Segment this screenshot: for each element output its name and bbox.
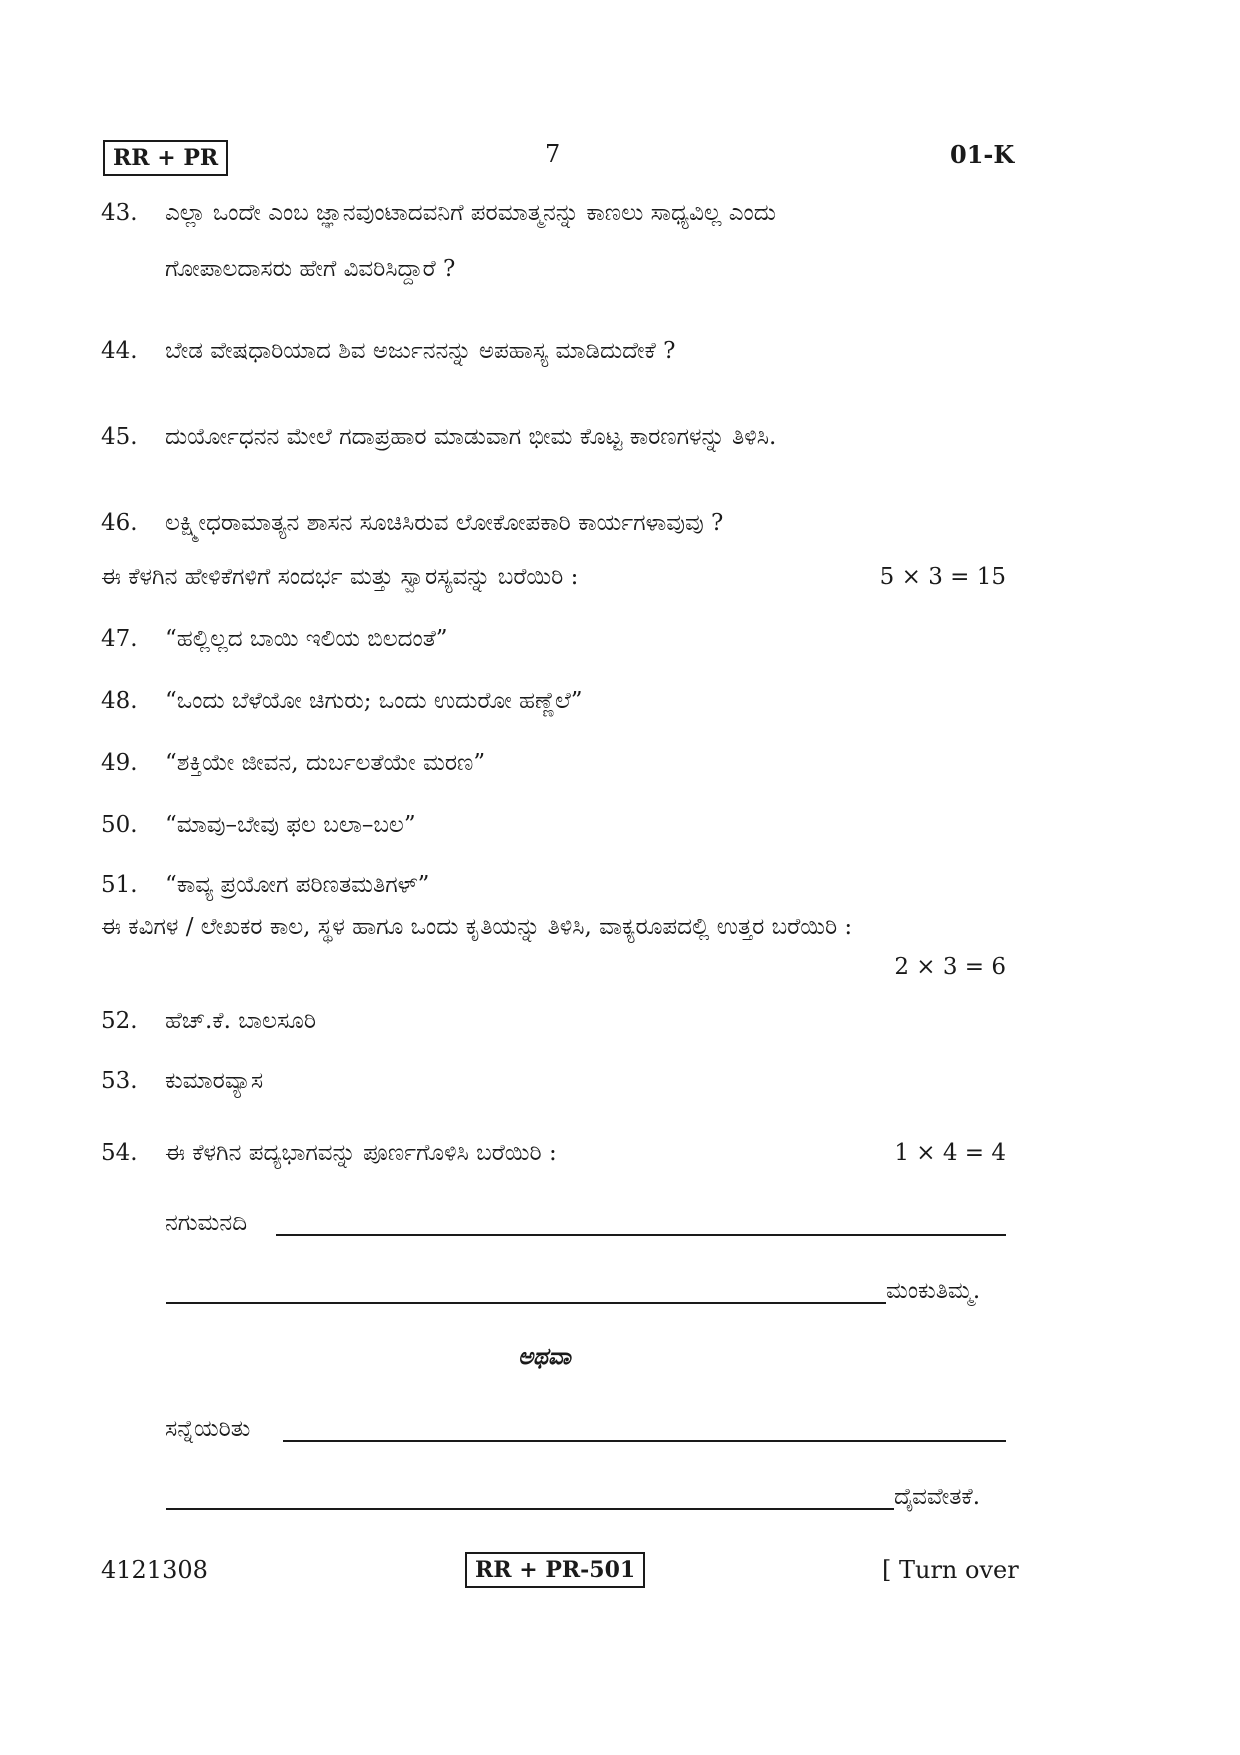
section-marks: 5 × 3 = 15 [879,564,1006,590]
question-text: ಎಲ್ಲಾ ಒಂದೇ ಎಂಬ ಜ್ಞಾನವುಂಟಾದವನಿಗೆ ಪರಮಾತ್ಮನನ್ನು ಕಾಣಲು ಸಾಧ್ಯವಿಲ್ಲ ಎಂದು [165,200,776,226]
author-name: ಹೆಚ್.ಕೆ. ಬಾಲಸೂರಿ [165,1008,316,1034]
question-number: 44. [101,338,138,364]
question-number: 43. [101,200,138,226]
author-name: ಕುಮಾರವ್ಯಾಸ [165,1068,264,1094]
or-separator: ಅಥವಾ [518,1343,571,1370]
poem-start-text: ನಗುಮನದಿ [165,1210,248,1236]
poem-start-text: ಸನ್ನೆಯರಿತು [165,1416,251,1442]
question-number: 52. [101,1008,138,1034]
answer-blank-line [166,1508,894,1510]
question-text: ಗೋಪಾಲದಾಸರು ಹೇಗೆ ವಿವರಿಸಿದ್ದಾರೆ ? [165,256,456,282]
answer-blank-line [166,1302,886,1304]
question-number: 47. [101,626,138,652]
question-text: ಲಕ್ಷ್ಮೀಧರಾಮಾತ್ಯನ ಶಾಸನ ಸೂಚಿಸಿರುವ ಲೋಕೋಪಕಾರಿ ಕಾರ್ಯಗಳಾವುವು ? [165,510,724,536]
quote-text: “ಒಂದು ಬೆಳೆಯೋ ಚಿಗುರು; ಒಂದು ಉದುರೋ ಹಣ್ಣೆಲೆ” [165,688,583,714]
section-instruction: ಈ ಕವಿಗಳ / ಲೇಖಕರ ಕಾಲ, ಸ್ಥಳ ಹಾಗೂ ಒಂದು ಕೃತಿಯನ್ನು ತಿಳಿಸಿ, ವಾಕ್ಯರೂಪದಲ್ಲಿ ಉತ್ತರ ಬರೆಯಿರಿ : [101,914,853,940]
question-number: 45. [101,424,138,450]
section-instruction: ಈ ಕೆಳಗಿನ ಪದ್ಯಭಾಗವನ್ನು ಪೂರ್ಣಗೊಳಿಸಿ ಬರೆಯಿರಿ : [165,1140,557,1166]
quote-text: “ಕಾವ್ಯ ಪ್ರಯೋಗ ಪರಿಣತಮತಿಗಳ್” [165,872,430,898]
question-number: 49. [101,750,138,776]
quote-text: “ಹಲ್ಲಿಲ್ಲದ ಬಾಯಿ ಇಲಿಯ ಬಿಲದಂತೆ” [165,626,448,652]
footer-serial: 4121308 [101,1556,208,1584]
poem-end-text: ಮಂಕುತಿಮ್ಮ. [886,1278,981,1304]
paper-code: 01-K [950,140,1015,169]
quote-text: “ಮಾವು–ಬೇವು ಫಲ ಬಲಾ–ಬಲ” [165,812,416,838]
page-number: 7 [545,140,561,168]
question-number: 51. [101,872,138,898]
quote-text: “ಶಕ್ತಿಯೇ ಜೀವನ, ದುರ್ಬಲತೆಯೇ ಮರಣ” [165,750,486,776]
header-badge: RR + PR [103,140,228,176]
question-text: ಬೇಡ ವೇಷಧಾರಿಯಾದ ಶಿವ ಅರ್ಜುನನನ್ನು ಅಪಹಾಸ್ಯ ಮಾಡಿದುದೇಕೆ ? [165,338,676,364]
question-number: 46. [101,510,138,536]
answer-blank-line [283,1440,1006,1442]
answer-blank-line [276,1234,1006,1236]
poem-end-text: ದೈವವೇತಕೆ. [894,1484,981,1510]
section-marks: 1 × 4 = 4 [894,1140,1006,1166]
footer-code: RR + PR-501 [465,1552,645,1588]
question-number: 54. [101,1140,138,1166]
question-text: ದುರ್ಯೋಧನನ ಮೇಲೆ ಗದಾಪ್ರಹಾರ ಮಾಡುವಾಗ ಭೀಮ ಕೊಟ್ಟ ಕಾರಣಗಳನ್ನು ತಿಳಿಸಿ. [165,424,777,450]
turn-over: [ Turn over [882,1556,1019,1584]
section-marks: 2 × 3 = 6 [894,954,1006,980]
question-number: 48. [101,688,138,714]
question-number: 50. [101,812,138,838]
question-number: 53. [101,1068,138,1094]
section-instruction: ಈ ಕೆಳಗಿನ ಹೇಳಿಕೆಗಳಿಗೆ ಸಂದರ್ಭ ಮತ್ತು ಸ್ವಾರಸ್ಯವನ್ನು ಬರೆಯಿರಿ : [101,564,579,590]
